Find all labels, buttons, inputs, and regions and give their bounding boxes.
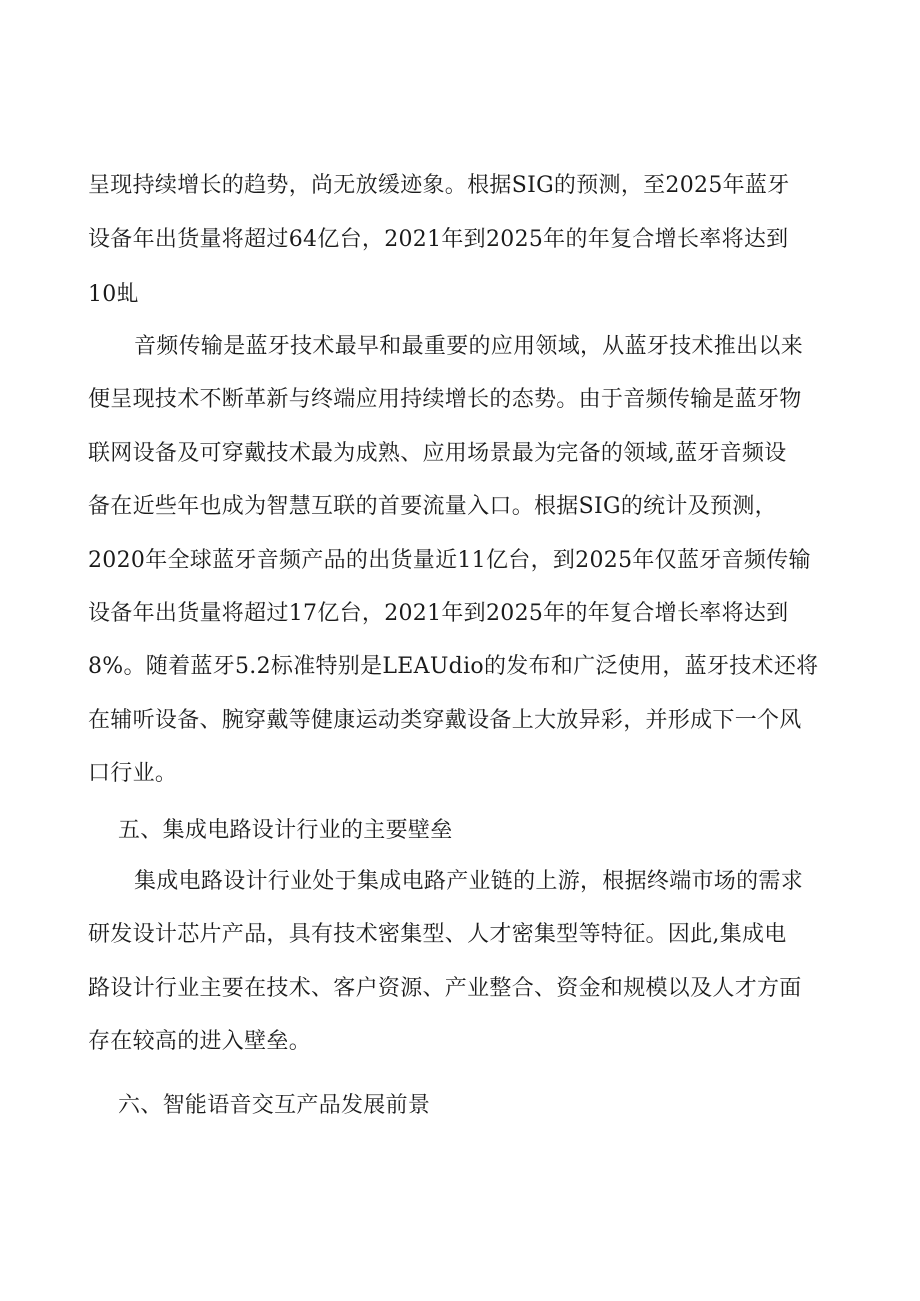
paragraph-line: 路设计行业主要在技术、客户资源、产业整合、资金和规模以及人才方面 [88,976,802,1001]
paragraph-line: 在辅听设备、腕穿戴等健康运动类穿戴设备上大放异彩，并形成下一个风 [88,708,802,733]
paragraph-line: 存在较高的进入壁垒。 [88,1029,312,1054]
paragraph-line: 备在近些年也成为智慧互联的首要流量入口。根据SIG的统计及预测， [88,494,777,519]
paragraph-line: 呈现持续增长的趋势，尚无放缓迹象。根据SIG的预测，至2025年蓝牙 [88,173,790,198]
paragraph-line: 研发设计芯片产品，具有技术密集型、人才密集型等特征。因此,集成电 [88,922,787,947]
paragraph-line: 设备年出货量将超过17亿台，2021年到2025年的年复合增长率将达到 [88,601,789,626]
paragraph-line: 设备年出货量将超过64亿台，2021年到2025年的年复合增长率将达到 [88,227,789,252]
section-heading: 五、集成电路设计行业的主要壁垒 [118,818,453,843]
paragraph-line: 2020年全球蓝牙音频产品的出货量近11亿台，到2025年仅蓝牙音频传输 [88,548,811,573]
paragraph-line: 音频传输是蓝牙技术最早和最重要的应用领域，从蓝牙技术推出以来 [134,334,804,359]
section-heading: 六、智能语音交互产品发展前景 [118,1093,431,1118]
paragraph-line: 10虬 [88,282,139,307]
paragraph-line: 集成电路设计行业处于集成电路产业链的上游，根据终端市场的需求 [134,869,804,894]
paragraph-line: 8%。随着蓝牙5.2标准特别是LEAUdio的发布和广泛使用，蓝牙技术还将 [88,654,819,679]
paragraph-line: 便呈现技术不断革新与终端应用持续增长的态势。由于音频传输是蓝牙物 [88,387,802,412]
paragraph-line: 联网设备及可穿戴技术最为成熟、应用场景最为完备的领域,蓝牙音频设 [88,441,787,466]
paragraph-line: 口行业。 [88,761,178,786]
